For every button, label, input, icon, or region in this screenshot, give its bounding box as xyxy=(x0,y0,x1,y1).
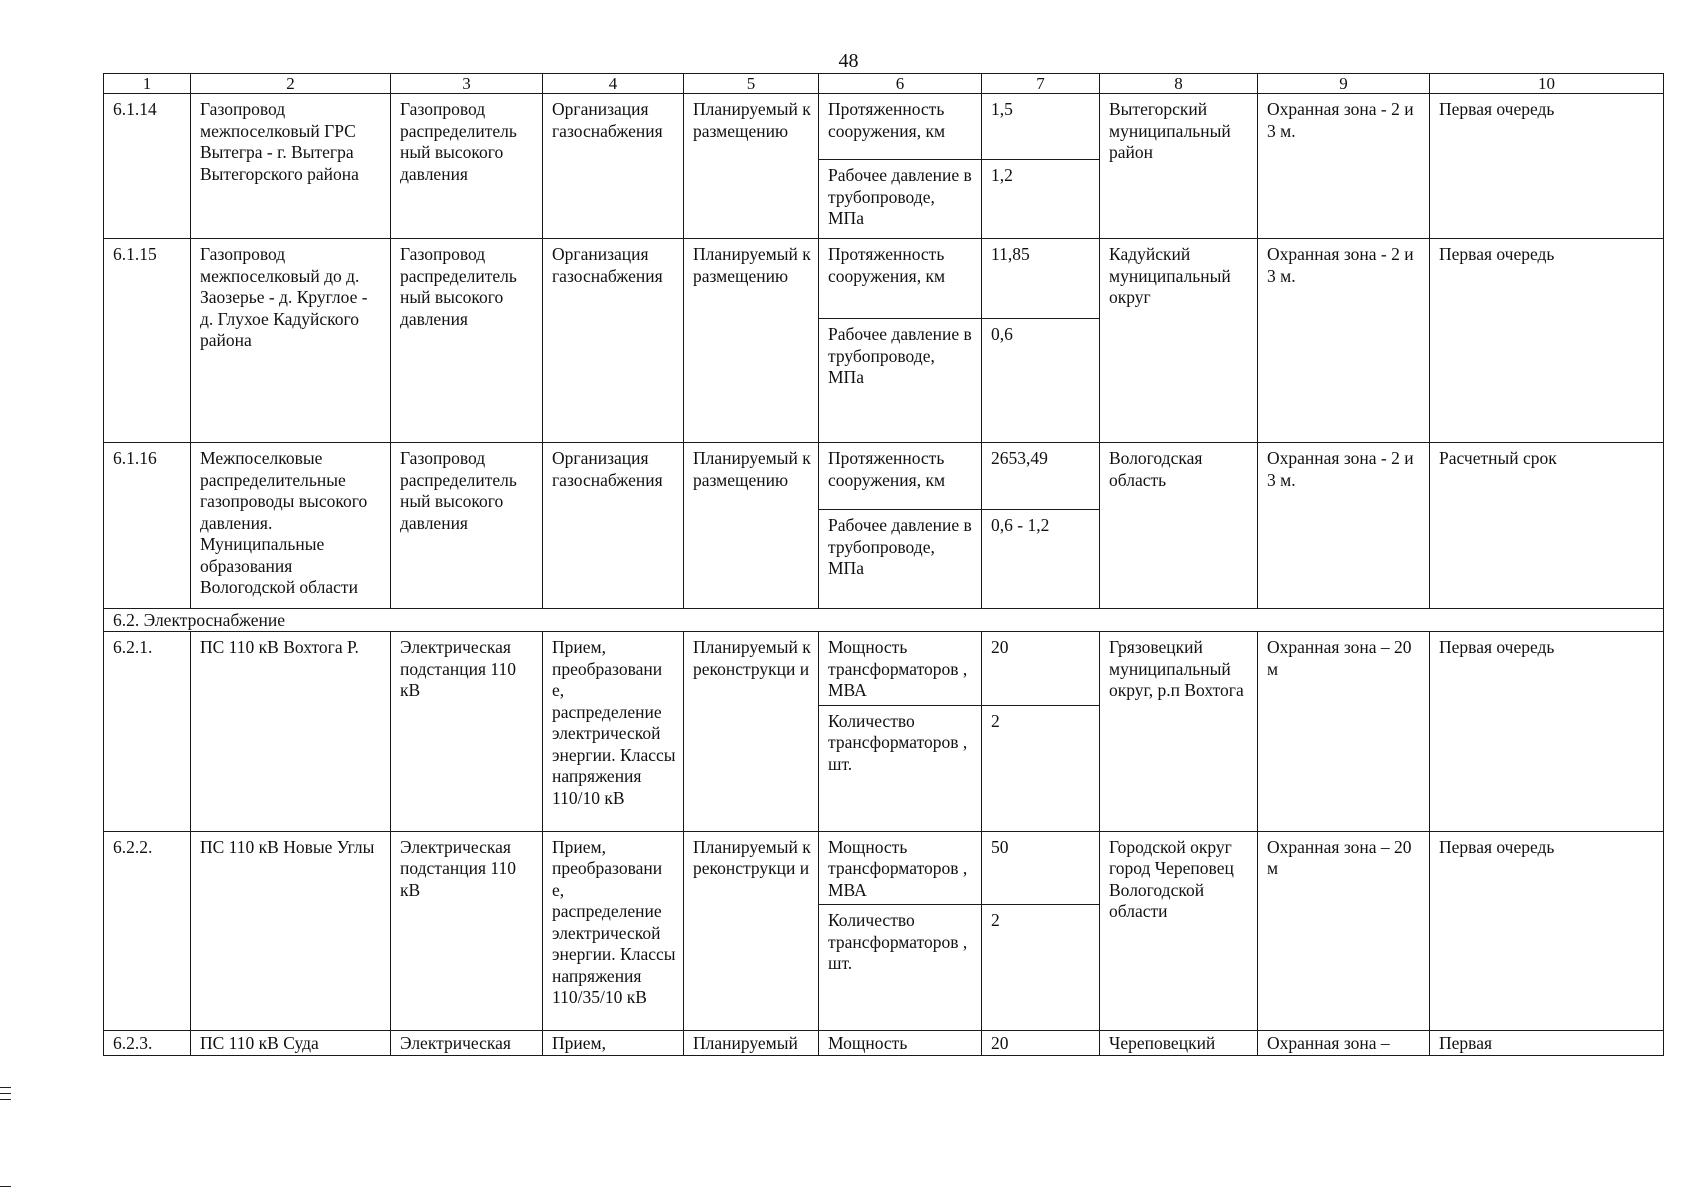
characteristic-value: 2 xyxy=(982,705,1100,831)
characteristic: Мощность трансформаторов , МВА xyxy=(819,831,982,905)
table-row xyxy=(104,443,1664,510)
characteristic-value: 20 xyxy=(982,632,1100,706)
object-type: Электрическая xyxy=(391,1031,543,1056)
object-status: Планируемый к реконструкци и xyxy=(684,831,819,1031)
characteristic: Рабочее давление в трубопроводе, МПа xyxy=(819,160,982,239)
row-number: 6.1.15 xyxy=(104,239,191,443)
characteristic: Количество трансформаторов , шт. xyxy=(819,905,982,1031)
characteristic-value: 50 xyxy=(982,831,1100,905)
object-name: ПС 110 кВ Новые Углы xyxy=(191,831,391,1031)
section-heading: 6.2. Электроснабжение xyxy=(104,609,1664,632)
object-name: ПС 110 кВ Вохтога Р. xyxy=(191,632,391,832)
location: Вытегорский муниципальный район xyxy=(1100,94,1258,239)
location: Городской округ город Череповец Вологодской области xyxy=(1100,831,1258,1031)
page-number: 48 xyxy=(838,50,859,72)
object-type: Электрическая подстанция 110 кВ xyxy=(391,831,543,1031)
object-name: Газопровод межпоселковый до д. Заозерье - д. Круглое - д. Глухое Кадуйского района xyxy=(191,239,391,443)
object-purpose: Прием, xyxy=(543,1031,684,1056)
column-header: 9 xyxy=(1258,74,1430,94)
characteristic: Протяженность сооружения, км xyxy=(819,94,982,160)
characteristic: Рабочее давление в трубопроводе, МПа xyxy=(819,510,982,609)
row-number: 6.2.2. xyxy=(104,831,191,1031)
characteristic: Протяженность сооружения, км xyxy=(819,239,982,319)
characteristic: Протяженность сооружения, км xyxy=(819,443,982,510)
protection-zone: Охранная зона - 2 и 3 м. xyxy=(1258,94,1430,239)
column-header: 7 xyxy=(982,74,1100,94)
object-status: Планируемый к реконструкци и xyxy=(684,632,819,832)
object-type: Газопровод распределитель ный высокого давления xyxy=(391,443,543,609)
object-type: Газопровод распределитель ный высокого давления xyxy=(391,239,543,443)
characteristic-value: 2653,49 xyxy=(982,443,1100,510)
characteristic-value: 0,6 xyxy=(982,319,1100,443)
protection-zone: Охранная зона - 2 и 3 м. xyxy=(1258,443,1430,609)
object-purpose: Организация газоснабжения xyxy=(543,239,684,443)
characteristic: Количество трансформаторов , шт. xyxy=(819,705,982,831)
column-header: 6 xyxy=(819,74,982,94)
column-header: 5 xyxy=(684,74,819,94)
table-row xyxy=(104,94,1664,160)
row-number: 6.2.3. xyxy=(104,1031,191,1056)
characteristic-value: 1,5 xyxy=(982,94,1100,160)
implementation-stage: Первая xyxy=(1430,1031,1664,1056)
characteristic-value: 11,85 xyxy=(982,239,1100,319)
object-purpose: Прием, преобразовани е, распределение электрической энергии. Классы напряжения 110/10 кВ xyxy=(543,632,684,832)
implementation-stage: Первая очередь xyxy=(1430,94,1664,239)
object-name: ПС 110 кВ Суда xyxy=(191,1031,391,1056)
object-name: Межпоселковые распределительные газопроводы высокого давления. Муниципальные образования Вологодской области xyxy=(191,443,391,609)
column-header: 1 xyxy=(104,74,191,94)
row-number: 6.1.14 xyxy=(104,94,191,239)
characteristic-value: 20 xyxy=(982,1031,1100,1056)
object-status: Планируемый к размещению xyxy=(684,239,819,443)
location: Вологодская область xyxy=(1100,443,1258,609)
binding-mark xyxy=(0,1099,11,1100)
implementation-stage: Первая очередь xyxy=(1430,831,1664,1031)
characteristic-value: 2 xyxy=(982,905,1100,1031)
planned-objects-table xyxy=(103,73,1664,1056)
location: Кадуйский муниципальный округ xyxy=(1100,239,1258,443)
binding-mark xyxy=(0,1093,11,1094)
row-number: 6.1.16 xyxy=(104,443,191,609)
object-type: Газопровод распределитель ный высокого давления xyxy=(391,94,543,239)
table-row xyxy=(104,1031,1664,1056)
binding-mark xyxy=(0,1087,11,1088)
implementation-stage: Первая очередь xyxy=(1430,239,1664,443)
implementation-stage: Расчетный срок xyxy=(1430,443,1664,609)
characteristic: Мощность xyxy=(819,1031,982,1056)
object-purpose: Организация газоснабжения xyxy=(543,94,684,239)
object-name: Газопровод межпоселковый ГРС Вытегра - г. Вытегра Вытегорского района xyxy=(191,94,391,239)
table-row xyxy=(104,632,1664,706)
object-purpose: Прием, преобразовани е, распределение электрической энергии. Классы напряжения 110/35/10 кВ xyxy=(543,831,684,1031)
section-row xyxy=(104,609,1664,632)
implementation-stage: Первая очередь xyxy=(1430,632,1664,832)
protection-zone: Охранная зона – 20 м xyxy=(1258,632,1430,832)
column-header: 10 xyxy=(1430,74,1664,94)
binding-mark xyxy=(0,1186,11,1187)
column-header: 8 xyxy=(1100,74,1258,94)
column-header: 4 xyxy=(543,74,684,94)
object-status: Планируемый xyxy=(684,1031,819,1056)
row-number: 6.2.1. xyxy=(104,632,191,832)
table-row xyxy=(104,831,1664,905)
characteristic-value: 1,2 xyxy=(982,160,1100,239)
object-type: Электрическая подстанция 110 кВ xyxy=(391,632,543,832)
protection-zone: Охранная зона – 20 м xyxy=(1258,831,1430,1031)
column-header: 3 xyxy=(391,74,543,94)
characteristic-value: 0,6 - 1,2 xyxy=(982,510,1100,609)
characteristic: Мощность трансформаторов , МВА xyxy=(819,632,982,706)
object-purpose: Организация газоснабжения xyxy=(543,443,684,609)
column-header: 2 xyxy=(191,74,391,94)
object-status: Планируемый к размещению xyxy=(684,443,819,609)
characteristic: Рабочее давление в трубопроводе, МПа xyxy=(819,319,982,443)
table-row xyxy=(104,239,1664,319)
protection-zone: Охранная зона – xyxy=(1258,1031,1430,1056)
column-number-row xyxy=(104,74,1664,94)
object-status: Планируемый к размещению xyxy=(684,94,819,239)
protection-zone: Охранная зона - 2 и 3 м. xyxy=(1258,239,1430,443)
location: Череповецкий xyxy=(1100,1031,1258,1056)
location: Грязовецкий муниципальный округ, р.п Вохтога xyxy=(1100,632,1258,832)
